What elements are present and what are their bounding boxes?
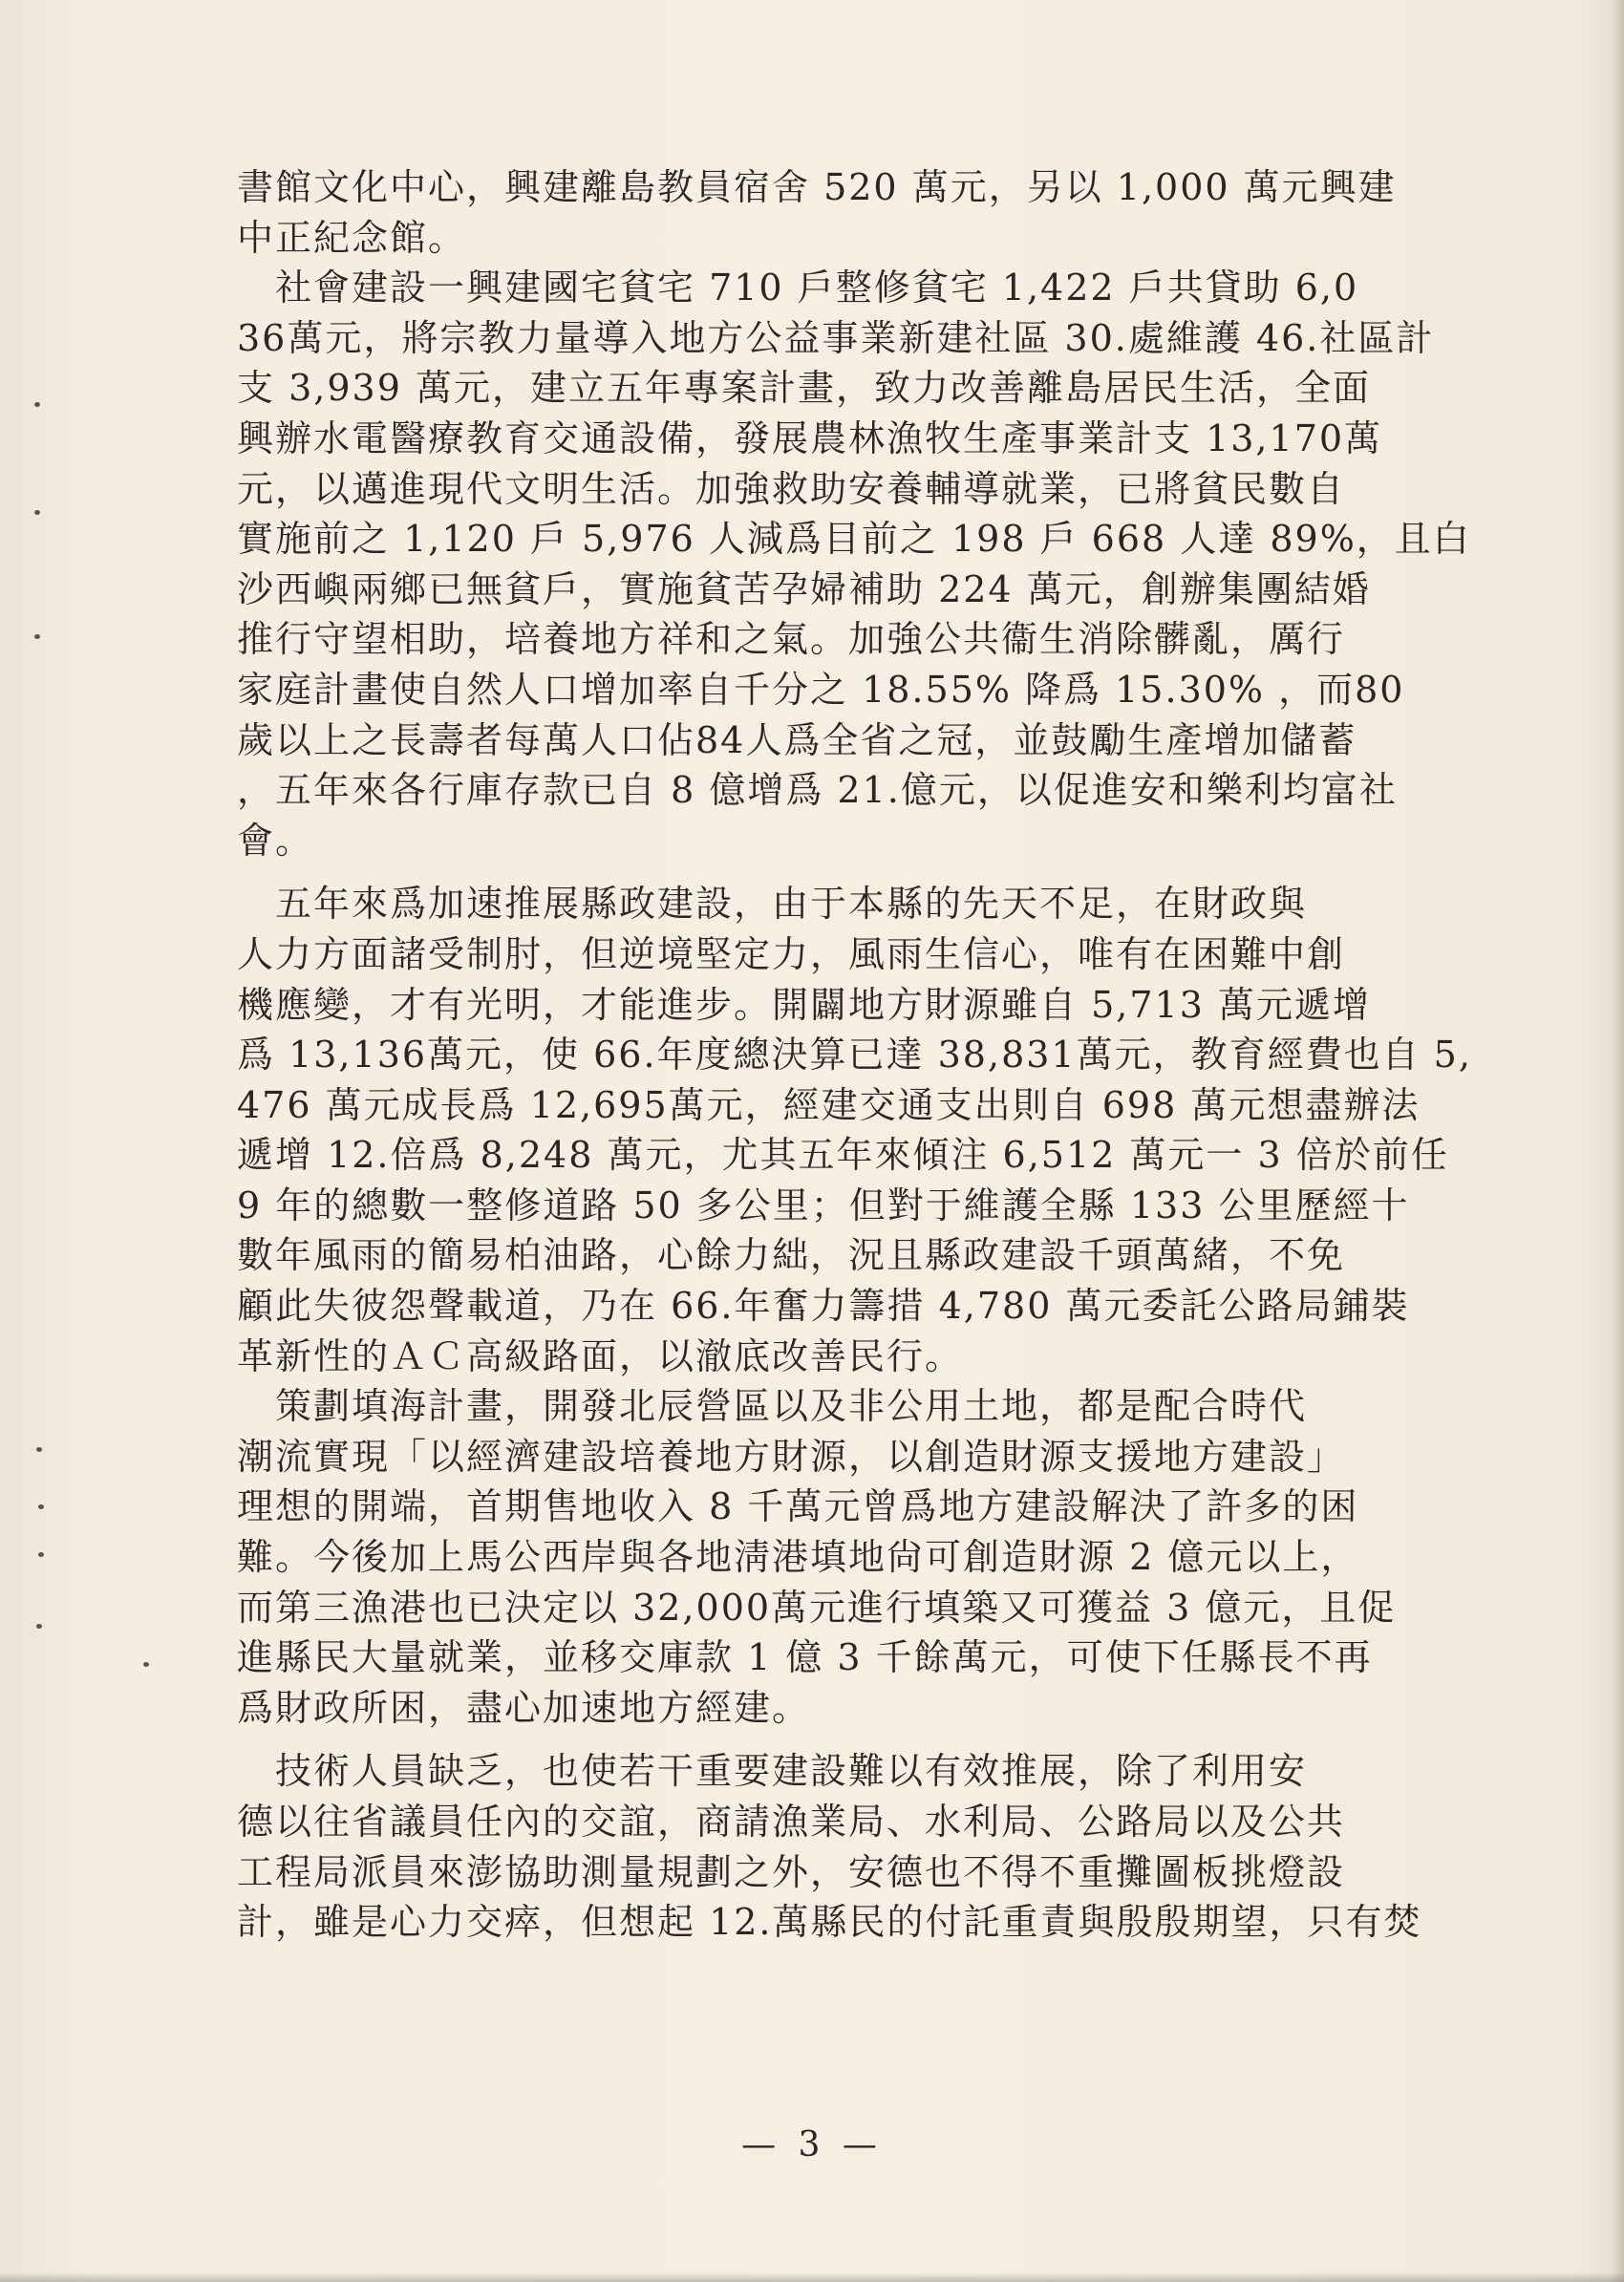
text-line: 遞增 12.倍爲 8,248 萬元，尤其五年來傾注 6,512 萬元一 3 倍於前任 [237,1134,1449,1177]
page-edge-shadow [1611,0,1624,2282]
text-line: 書館文化中心，興建離島教員宿舍 520 萬元，另以 1,000 萬元興建 [237,166,1397,208]
punch-mark [36,1624,42,1629]
text-line: 社會建設一興建國宅貧宅 710 戶整修貧宅 1,422 戶共貸助 6,0 [237,267,1359,309]
text-line: 德以往省議員任內的交誼，商請漁業局、水利局、公路局以及公共 [237,1801,1346,1843]
text-line: 機應變，才有光明，才能進步。開闢地方財源雖自 5,713 萬元遞增 [237,983,1371,1026]
text-line: 實施前之 1,120 戶 5,976 人減爲目前之 198 戶 668 人達 89%，且白 [237,518,1471,561]
page-bottom-shadow [0,2272,1624,2282]
text-line: 推行守望相助，培養地方祥和之氣。加強公共衞生消除髒亂，厲行 [237,618,1346,661]
text-line: 策劃填海計畫，開發北辰營區以及非公用土地，都是配合時代 [237,1385,1308,1428]
text-line: 工程局派員來澎協助測量規劃之外，安德也不得不重攤圖板挑燈設 [237,1850,1346,1893]
text-line: ，五年來各行庫存款已自 8 億增爲 21.億元，以促進安和樂利均富社 [237,769,1398,812]
punch-mark [34,510,40,515]
text-line: 中正紀念館。 [237,216,467,259]
paragraph [237,162,1488,263]
text-line: 理想的開端，首期售地收入 8 千萬元曾爲地方建設解決了許多的困 [237,1485,1359,1528]
punch-mark [38,1552,44,1557]
page-number: — 3 — [741,2125,883,2165]
text-line: 會。 [237,819,314,862]
punch-mark [38,1504,44,1509]
text-line: 五年來爲加速推展縣政建設，由于本縣的先天不足，在財政與 [237,883,1308,926]
text-line: 人力方面諸受制肘，但逆境堅定力，風雨生信心，唯有在困難中創 [237,932,1346,975]
text-line: 爲財政所困，盡心加速地方經建。 [237,1686,811,1729]
text-line: 9 年的總數一整修道路 50 多公里；但對于維護全縣 133 公里歷經十 [237,1184,1410,1226]
paragraph [237,1746,1488,1947]
text-line: 顧此失彼怨聲載道，乃在 66.年奮力籌措 4,780 萬元委託公路局鋪裝 [237,1285,1410,1328]
punch-mark [143,1662,149,1667]
body-text [237,162,1488,1948]
paragraph [237,263,1488,865]
text-line: 爲 13,136萬元，使 66.年度總決算已達 38,831萬元，教育經費也自 5, [237,1034,1472,1077]
punch-mark [34,402,40,407]
text-line: 歲以上之長壽者每萬人口佔84人爲全省之冠，並鼓勵生產增加儲蓄 [237,718,1357,761]
text-line: 計，雖是心力交瘁，但想起 12.萬縣民的付託重責與殷殷期望，只有焚 [237,1901,1422,1944]
punch-mark [34,634,40,639]
text-line: 革新性的ＡＣ高級路面，以澈底改善民行。 [237,1334,964,1377]
text-line: 難。今後加上馬公西岸與各地淸港填地尙可創造財源 2 億元以上， [237,1536,1359,1579]
text-line: 潮流實現「以經濟建設培養地方財源，以創造財源支援地方建設」 [237,1435,1346,1478]
punch-mark [36,1447,42,1452]
text-line: 476 萬元成長爲 12,695萬元，經建交通支出則自 698 萬元想盡辦法 [237,1083,1421,1126]
text-line: 沙西嶼兩鄉已無貧戶，實施貧苦孕婦補助 224 萬元，創辦集團結婚 [237,567,1371,610]
text-line: 數年風雨的簡易柏油路，心餘力絀，況且縣政建設千頭萬緒，不免 [237,1234,1346,1277]
text-line: 而第三漁港也已決定以 32,000萬元進行填築又可獲益 3 億元，且促 [237,1586,1397,1629]
paragraph [237,1381,1488,1733]
text-line: 支 3,939 萬元，建立五年專案計畫，致力改善離島居民生活，全面 [237,367,1371,410]
text-line: 36萬元，將宗教力量導入地方公益事業新建社區 30.處維護 46.社區計 [237,316,1435,359]
paragraph-gap [237,865,1488,879]
text-line: 興辦水電醫療教育交通設備，發展農林漁牧生產事業計支 13,170萬 [237,416,1383,459]
text-line: 進縣民大量就業，並移交庫款 1 億 3 千餘萬元，可使下任縣長不再 [237,1636,1373,1679]
text-line: 技術人員缺乏，也使若干重要建設難以有效推展，除了利用安 [237,1750,1308,1793]
paragraph [237,879,1488,1381]
text-line: 家庭計畫使自然人口增加率自千分之 18.55% 降爲 15.30% ，而80 [237,668,1405,711]
text-line: 元，以邁進現代文明生活。加強救助安養輔導就業，已將貧民數自 [237,467,1346,510]
paragraph-gap [237,1733,1488,1746]
